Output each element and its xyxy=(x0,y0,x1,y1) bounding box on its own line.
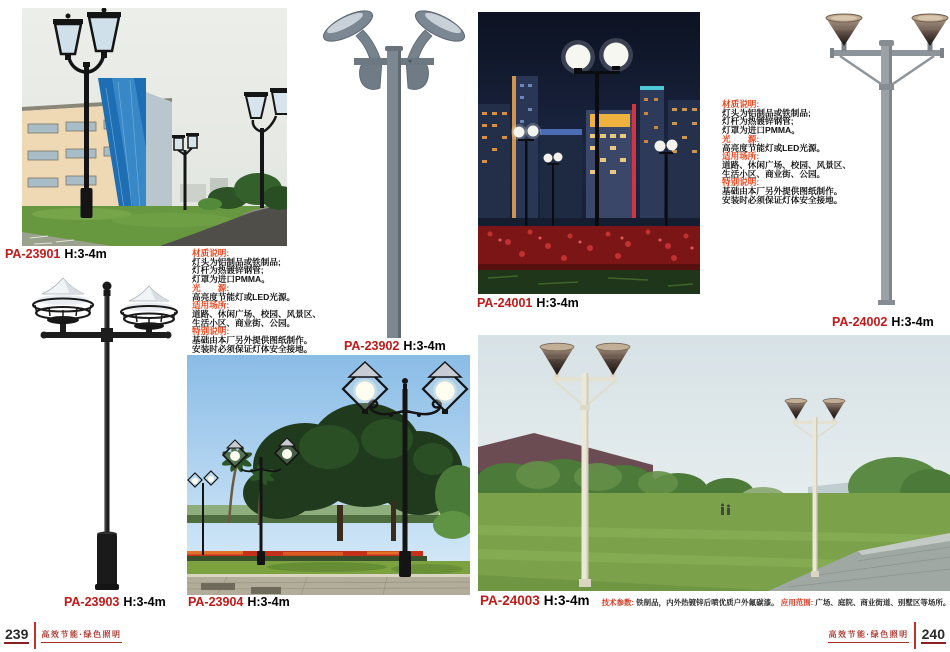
spec-heading-material: 材质说明: xyxy=(192,248,230,258)
campus-scene-image xyxy=(22,8,287,246)
footer-left xyxy=(4,622,122,649)
photo-pa24003 xyxy=(478,335,950,591)
product-code: PA-24001 xyxy=(477,296,533,310)
tech-text: 铁制品，内外热镀锌后喷优质户外氟碳漆。 xyxy=(636,598,779,607)
spec-line: 灯罩为进口PMMA。 xyxy=(722,125,800,136)
spec-line: 灯头为铝制品或铁制品; xyxy=(192,256,281,267)
spec-line: 道路、休闲广场、校园、风景区、 xyxy=(192,308,321,319)
product-size: H:3-4m xyxy=(247,595,290,609)
footer-divider-left xyxy=(34,622,36,649)
spec-line: 生活小区、商业街、公园。 xyxy=(722,168,826,179)
lamp-product-image xyxy=(18,276,193,592)
spec-line: 灯杆为热镀锌钢管; xyxy=(722,116,794,127)
footer-slogan-right: 高效节能·绿色照明 xyxy=(828,629,908,643)
product-code: PA-23904 xyxy=(188,595,244,609)
product-size: H:3-4m xyxy=(536,296,579,310)
plaza-scene-image xyxy=(187,355,470,595)
product-code: PA-23902 xyxy=(344,339,400,353)
lamp-product-image xyxy=(318,0,470,338)
page-number-left: 239 xyxy=(4,627,29,645)
product-size: H:3-4m xyxy=(543,593,590,608)
spec-heading-material: 材质说明: xyxy=(722,99,760,109)
product-label-pa23903 xyxy=(64,596,166,610)
photo-pa23901 xyxy=(22,8,287,246)
product-size: H:3-4m xyxy=(123,595,166,609)
spec-line: 基础由本厂另外提供图纸制作。 xyxy=(722,186,843,197)
spec-line: 安装时必须保证灯体安全接地。 xyxy=(192,343,313,354)
product-label-pa24001 xyxy=(477,297,579,311)
product-code: PA-24003 xyxy=(480,593,540,608)
product-label-pa23904 xyxy=(188,596,290,610)
spec-line: 灯罩为进口PMMA。 xyxy=(192,274,270,285)
lakeside-scene-image xyxy=(478,335,950,591)
product-label-pa23902 xyxy=(344,340,446,354)
spec-line: 基础由本厂另外提供图纸制作。 xyxy=(192,335,313,346)
spec-line: 道路、休闲广场、校园、风景区、 xyxy=(722,159,851,170)
scope-text: 广场、庭院、商业街道、别墅区等场所。 xyxy=(815,598,950,607)
product-size: H:3-4m xyxy=(891,315,934,329)
footer-divider-right xyxy=(914,622,916,649)
product-label-pa24003 xyxy=(480,594,950,609)
spec-heading-special: 特别说明: xyxy=(192,326,230,337)
photo-pa23904 xyxy=(187,355,470,595)
spec-block-left xyxy=(192,249,332,353)
tech-label: 技术参数: xyxy=(601,598,635,607)
product-image-pa23903 xyxy=(18,276,193,592)
spec-heading-source: 光 源: xyxy=(722,133,760,144)
product-code: PA-23903 xyxy=(64,595,120,609)
spec-heading-special: 特别说明: xyxy=(722,177,760,188)
product-size: H:3-4m xyxy=(64,247,107,261)
product-image-pa23902 xyxy=(318,0,470,338)
product-label-pa24002 xyxy=(832,316,934,330)
spec-heading-place: 适用场所: xyxy=(192,300,230,311)
spec-line: 高亮度节能灯或LED光源。 xyxy=(722,142,826,153)
spec-block-right xyxy=(722,100,862,204)
night-city-scene-image xyxy=(478,12,700,294)
footer-slogan-left: 高效节能·绿色照明 xyxy=(41,629,121,643)
spec-heading-place: 适用场所: xyxy=(722,151,760,162)
product-tech-notes xyxy=(602,599,950,607)
footer-right xyxy=(828,622,946,649)
spec-line: 灯头为铝制品或铁制品; xyxy=(722,107,811,118)
spec-line: 生活小区、商业街、公园。 xyxy=(192,317,296,328)
product-code: PA-23901 xyxy=(5,247,61,261)
spec-heading-source: 光 源: xyxy=(192,282,230,293)
spec-line: 高亮度节能灯或LED光源。 xyxy=(192,291,296,302)
spec-line: 安装时必须保证灯体安全接地。 xyxy=(722,194,843,205)
product-label-pa23901 xyxy=(5,248,107,262)
scope-label: 应用范围: xyxy=(780,598,814,607)
page-number-right: 240 xyxy=(921,627,946,645)
spec-line: 灯杆为热镀锌钢管; xyxy=(192,265,264,276)
product-size: H:3-4m xyxy=(403,339,446,353)
photo-pa24001 xyxy=(478,12,700,294)
product-code: PA-24002 xyxy=(832,315,888,329)
